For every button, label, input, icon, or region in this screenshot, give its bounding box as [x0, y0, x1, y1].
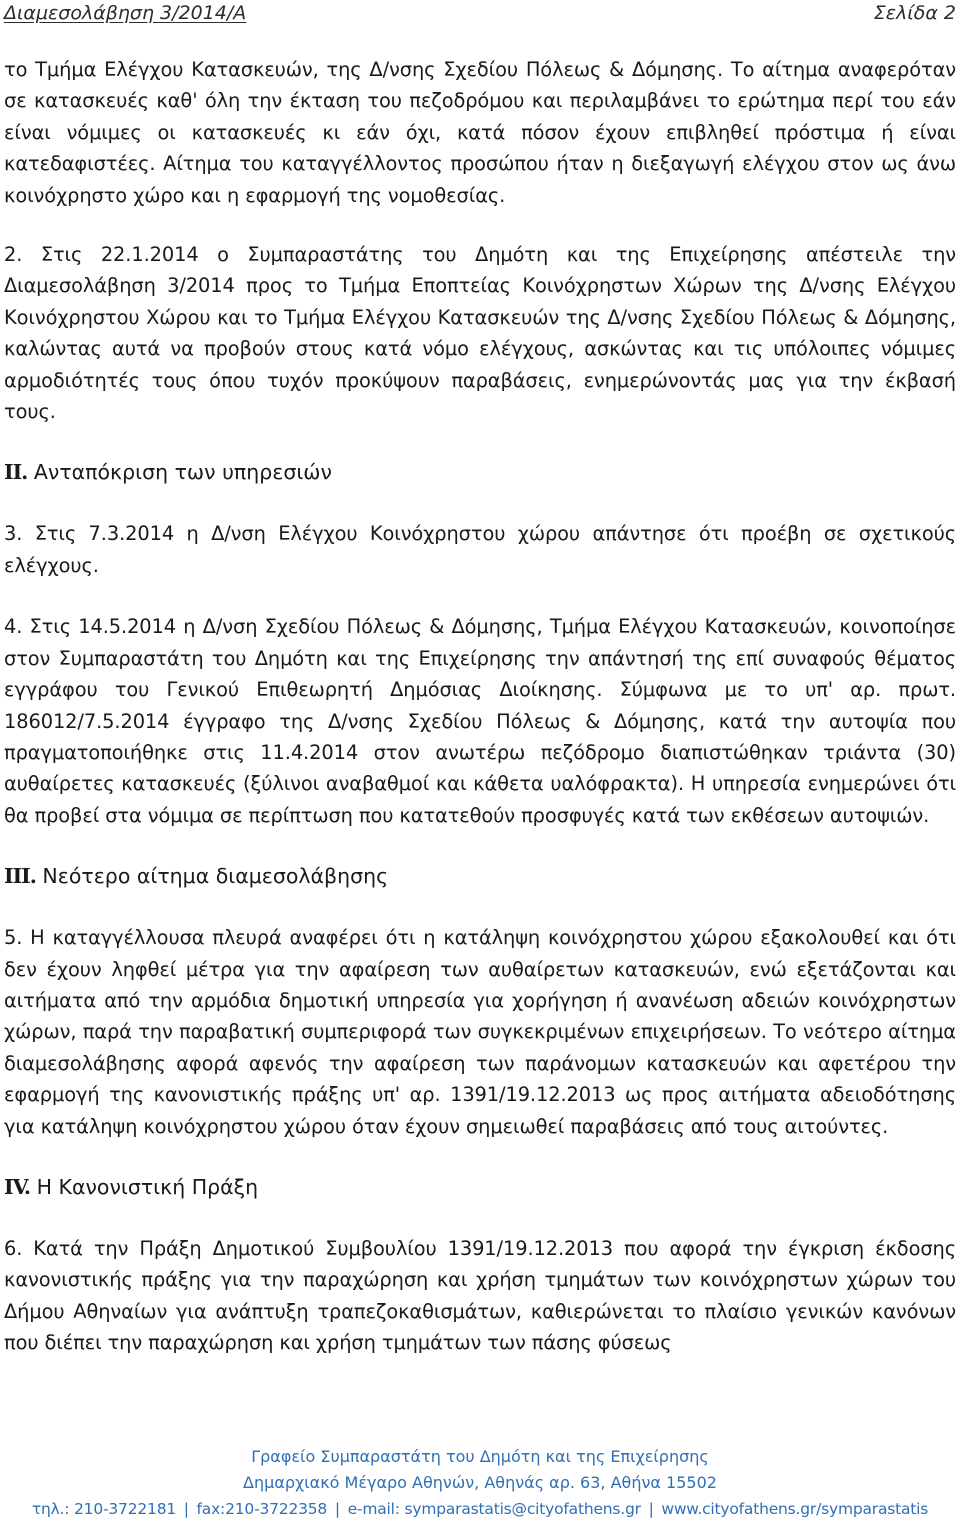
footer-fax: fax:210-3722358	[196, 1500, 328, 1518]
footer-website-link[interactable]: www.cityofathens.gr/symparastatis	[661, 1500, 929, 1518]
footer-address: Δημαρχιακό Μέγαρο Αθηνών, Αθηνάς αρ. 63, Αθήνα 15502	[243, 1473, 717, 1492]
separator: |	[183, 1500, 189, 1518]
page-header	[4, 0, 956, 32]
document-body	[4, 54, 956, 1359]
paragraph-3: 3. Στις 7.3.2014 η Δ/νση Ελέγχου Κοινόχρηστου χώρου απάντησε ότι προέβη σε σχετικούς ελέγχους.	[4, 522, 956, 577]
section-heading-ii	[4, 457, 956, 488]
footer-email-link[interactable]: e-mail: symparastatis@cityofathens.gr	[347, 1500, 641, 1518]
section-title: Νεότερο αίτημα διαμεσολάβησης	[35, 864, 389, 889]
section-number: III.	[4, 864, 36, 889]
section-title: Η Κανονιστική Πράξη	[30, 1174, 259, 1199]
paragraph-continued: το Τμήμα Ελέγχου Κατασκευών, της Δ/νσης Σχεδίου Πόλεως & Δόμησης. Το αίτημα αναφερόταν σε κατασκευές καθ' όλη την έκταση του πεζοδρόμου και περιλαμβάνει το ερώτημα περί του εάν είναι νόμιμες οι κατασκευές κι εάν όχι, κατά πόσον έχουν επιβληθεί πρόστιμα ή είναι κατεδαφιστέες. Αίτημα του καταγγέλλοντος προσώπου ήταν η διεξαγωγή ελέγχου στον ως άνω κοινόχρηστο χώρο και η εφαρμογή της νομοθεσίας.	[4, 58, 956, 207]
section-heading-iv	[4, 1172, 956, 1203]
section-heading-iii	[4, 861, 956, 892]
paragraph-4: 4. Στις 14.5.2014 η Δ/νση Σχεδίου Πόλεως & Δόμησης, Τμήμα Ελέγχου Κατασκευών, κοινοποίησε στον Συμπαραστάτη του Δημότη και της Επιχείρησης την απάντησή της επί συναφούς θέματος εγγράφου του Γενικού Επιθεωρητή Δημόσιας Διοίκησης. Σύμφωνα με το υπ' αρ. πρωτ. 186012/7.5.2014 έγγραφο της Δ/νσης Σχεδίου Πόλεως & Δόμησης, κατά την αυτοψία που πραγματοποιήθηκε στις 11.4.2014 στον ανωτέρω πεζόδρομο διαπιστώθηκαν τριάντα (30) αυθαίρετες κατασκευές (ξύλινοι αναβαθμοί και κάθετα υαλόφρακτα). Η υπηρεσία ενημερώνει ότι θα προβεί στα νόμιμα σε περίπτωση που κατατεθούν προσφυγές κατά των εκθέσεων αυτοψιών.	[4, 615, 956, 827]
section-title: Ανταπόκριση των υπηρεσιών	[27, 460, 332, 485]
paragraph-2: 2. Στις 22.1.2014 ο Συμπαραστάτης του Δημότη και της Επιχείρησης απέστειλε την Διαμεσολάβηση 3/2014 προς το Τμήμα Εποπτείας Κοινόχρηστων Χώρων της Δ/νσης Ελέγχου Κοινόχρηστου Χώρου και το Τμήμα Ελέγχου Κατασκευών της Δ/νσης Σχεδίου Πόλεως & Δόμησης, καλώντας αυτά να προβούν στους κατά νόμο ελέγχους, ασκώντας και τις υπόλοιπες νόμιμες αρμοδιότητές τους όπου τυχόν προκύψουν παραβάσεις, ενημερώνοντάς μας για την έκβασή τους.	[4, 243, 956, 424]
footer-phone: τηλ.: 210-3722181	[31, 1500, 177, 1518]
mediation-reference: Διαμεσολάβηση 3/2014/Α	[4, 2, 247, 24]
paragraph-5: 5. Η καταγγέλλουσα πλευρά αναφέρει ότι η κατάληψη κοινόχρηστου χώρου εξακολουθεί και ότι δεν έχουν ληφθεί μέτρα για την αφαίρεση των αυθαίρετων κατασκευών, ενώ εξετάζονται και αιτήματα από την αρμόδια δημοτική υπηρεσία για χορήγηση ή ανανέωση αδειών κοινόχρηστων χώρων, παρά την παραβατική συμπεριφορά των συγκεκριμένων επιχειρήσεων. Το νεότερο αίτημα διαμεσολάβησης αφορά αφενός την αφαίρεση των παράνομων κατασκευών και αφετέρου την εφαρμογή της κανονιστικής πράξης υπ' αρ. 1391/19.12.2013 ως προς αιτήματα αδειοδότησης για κατάληψη κοινόχρηστου χώρου όταν έχουν σημειωθεί παραβάσεις από τους αιτούντες.	[4, 926, 956, 1138]
footer-office-name: Γραφείο Συμπαραστάτη του Δημότη και της Επιχείρησης	[251, 1447, 709, 1466]
separator: |	[334, 1500, 340, 1518]
section-number: IV.	[4, 1174, 31, 1199]
page-footer	[0, 1444, 960, 1522]
paragraph-6: 6. Κατά την Πράξη Δημοτικού Συμβουλίου 1391/19.12.2013 που αφορά την έγκριση έκδοσης κανονιστικής πράξης για την παραχώρηση και χρήση τμημάτων των κοινόχρηστων χώρων του Δήμου Αθηναίων για ανάπτυξη τραπεζοκαθισμάτων, καθιερώνεται το πλαίσιο γενικών κανόνων που διέπει την παραχώρηση και χρήση τμημάτων των πάσης φύσεως	[4, 1236, 956, 1355]
footer-contacts	[0, 1496, 960, 1522]
separator: |	[648, 1500, 654, 1518]
section-number: II.	[4, 460, 28, 485]
page-number: Σελίδα 2	[873, 2, 956, 24]
